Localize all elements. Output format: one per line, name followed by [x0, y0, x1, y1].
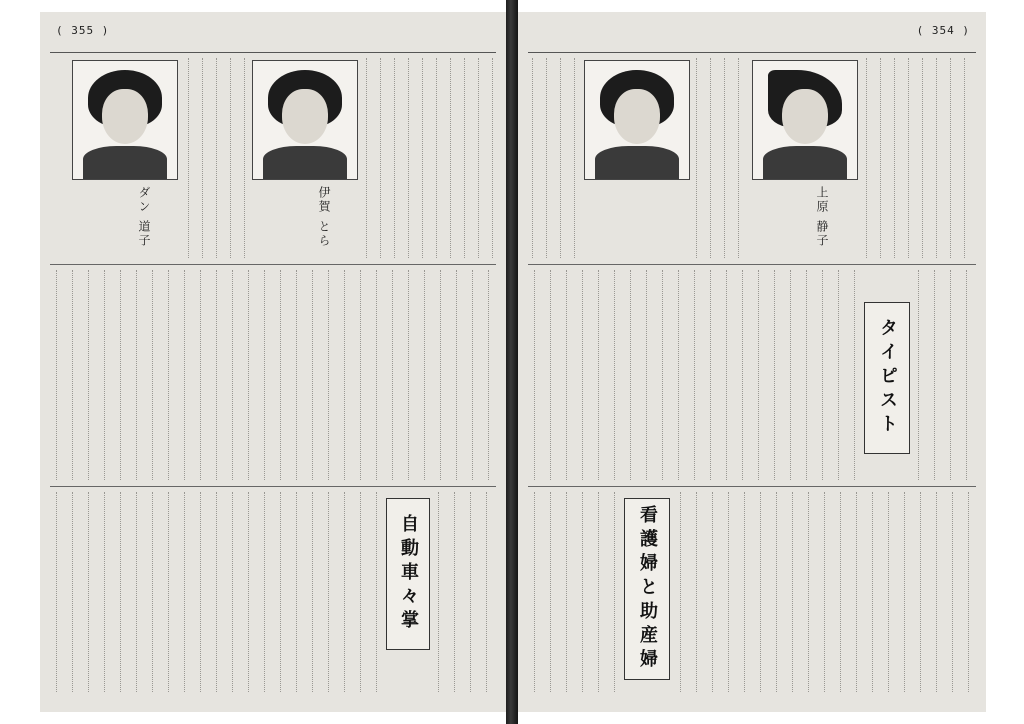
right-page-header	[528, 22, 976, 44]
left-portrait-1	[72, 60, 178, 180]
left-header-rule	[50, 52, 496, 53]
right-portrait-1	[584, 60, 690, 180]
book-spine	[506, 0, 518, 724]
right-middle-text-columns-b	[912, 270, 976, 480]
right-upper-text-columns-b	[690, 58, 750, 258]
right-heading-box-2: 看護婦と助産婦	[624, 498, 670, 680]
left-page-number: ( 355 )	[56, 24, 110, 37]
right-page	[518, 12, 986, 712]
right-portrait-2-caption: 上原 静子	[815, 186, 829, 248]
right-upper-text-columns-c	[860, 58, 976, 258]
left-portrait-1-caption: ダン 道子	[137, 186, 151, 248]
left-lower-text-columns-b	[432, 492, 498, 692]
left-upper-text-columns-a	[180, 58, 252, 258]
right-middle-text-columns	[528, 270, 858, 480]
left-band-rule-1	[50, 264, 496, 265]
right-heading-box-1: タイピスト	[864, 302, 910, 454]
left-heading-box: 自動車々掌	[386, 498, 430, 650]
right-page-number: ( 354 )	[916, 24, 970, 37]
right-portrait-2	[752, 60, 858, 180]
left-portrait-2	[252, 60, 358, 180]
right-header-rule	[528, 52, 976, 53]
left-portrait-2-caption: 伊賀 とら	[317, 186, 331, 248]
left-page	[40, 12, 506, 712]
right-lower-text-columns-a	[528, 492, 618, 692]
left-page-header	[50, 22, 496, 44]
left-band-rule-2	[50, 486, 496, 487]
left-middle-text-columns	[50, 270, 496, 480]
right-band-rule-1	[528, 264, 976, 265]
right-band-rule-2	[528, 486, 976, 487]
left-upper-text-columns-b	[360, 58, 496, 258]
right-lower-text-columns-b	[674, 492, 976, 692]
right-upper-text-columns-a	[526, 58, 582, 258]
left-lower-text-columns	[50, 492, 380, 692]
